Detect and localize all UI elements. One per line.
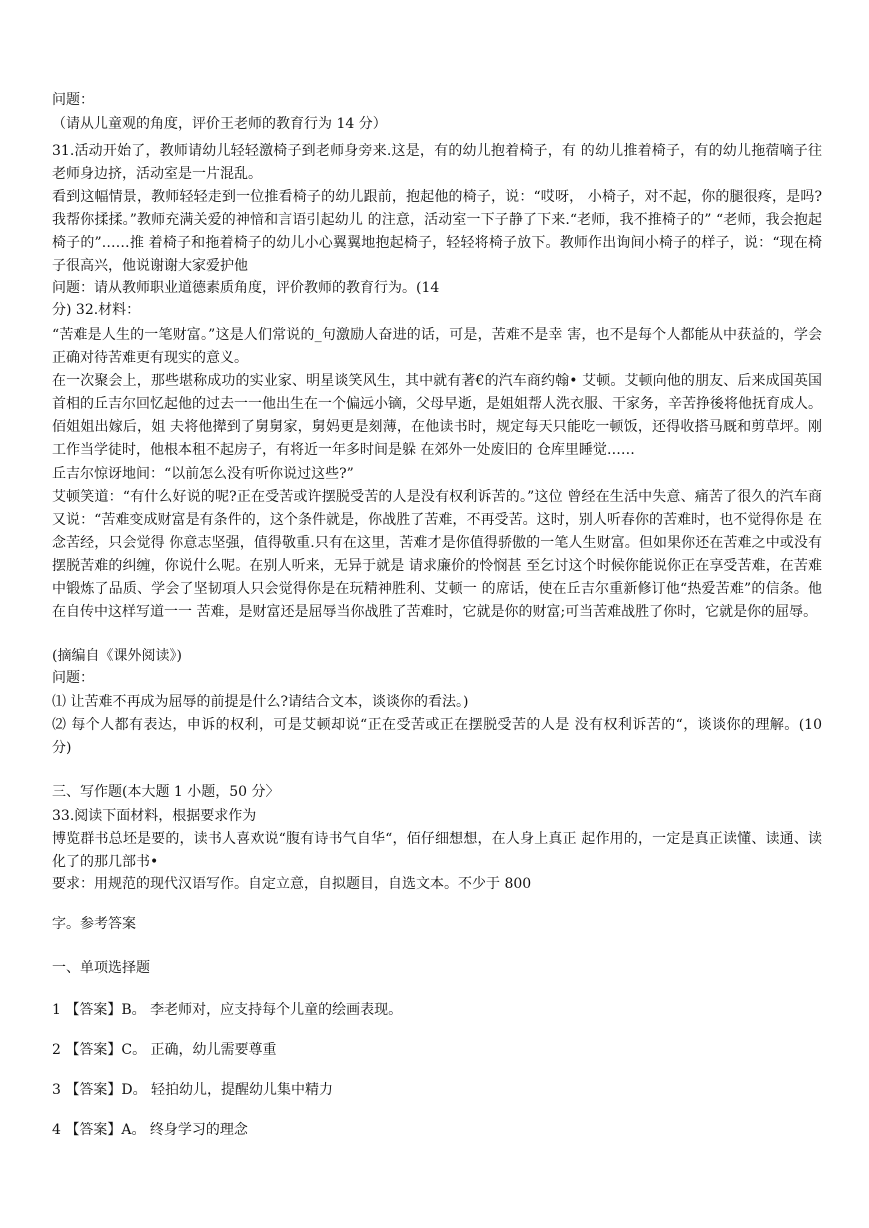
answer-item: 1 【答案】B。 李老师对，应支持每个儿童的绘画表现。: [52, 1002, 403, 1018]
paragraph-32-churchill: 丘吉尔惊讶地间：“以前怎么没有听你说过这些?”: [52, 466, 354, 482]
paragraph-32-story: 在一次聚会上，那些堪称成功的实业家、明星谈笑风生，其中就有著€的汽车商约翰• 艾顿。艾顿向他的朋友、后来成国英国首相的丘吉尔回忆起他的过去一一他出生在一个偏远小镝，父母早逝，是姐姐帮人洗衣服、干家务，辛苦挣後将他抚育成人。 佰姐姐出嫁后，姐 夫将他撵到了舅舅家，舅妈更是刻薄，在他读书时，规定每天只能吃一顿饭，还得收搭马厩和剪草坪。刚工作当学徒时，他根本租不起房子，有将近一年多时间是躲 在郊外一处废旧的 仓库里睡觉……: [52, 373, 822, 458]
question-31: 问题：请从教师职业道德素质角度，评价教师的教育行为。(14: [52, 280, 440, 296]
question-33-material: 博览群书总坯是要的，读书人喜欢说“腹有诗书气自华“，佰仔细想想，在人身上真正 起作用的，一定是真正读懂、读通、读化了的那几部书•: [52, 831, 822, 870]
question-33-requirement: 要求：用规范的现代汉语写作。自定立意，自拟题目，自选文本。不少于 800: [52, 876, 532, 892]
paragraph-31-scene: 看到这幅情景，教师轻轻走到一位推看椅子的幼儿跟前，抱起他的椅子，说：“哎呀， 小椅子，对不起，你的腿很疼，是吗?我帮你揉揉。”教师充满关爱的神愔和言语引起幼儿 的注意，活动室一下子静了下来.“老师，我不推椅子的” “老师，我会抱起椅子的”……推 着椅子和拖着椅子的幼儿小心翼翼地抱起椅子，轻轻将椅子放下。教师作出询间小椅子的样子，说：“现在椅子很高兴，他说谢谢大家爱护他: [52, 189, 822, 274]
paragraph-32-ayton: 艾顿笑道：“有什么好说的呢?正在受苦或许摆脱受苦的人是没有权利诉苦的。”这位 曾经在生活中失意、痛苦了很久的汽车商又说：“苦难变成财富是有条件的，这个条件就是，你战胜了苦难，不再受苦。这时，别人听春你的苦难时，也不觉得你是 在念苦经，只会觉得 你意志坚强，值得敬重.只有在这里，苦难才是你值得骄傲的一笔人生财富。但如果你还在苦难之中或没有摆脱苦难的纠缠，你说什么呢。在别人听来，无异于就是 请求廉价的怜悯甚 至乞讨这个时候你能说你正在享受苦难，在苦难中锻炼了品质、学会了坚韧項人只会觉得你是在玩精神胜利、艾顿一 的席话，使在丘吉尔重新修订他“热爱苦难”的信条。他在自传中这样写道一一 苦难，是财富还是屈辱当你战胜了苦难时，它就是你的财富;可当苦难战胜了你时，它就是你的屈辱。: [52, 489, 822, 620]
answer-item: 3 【答案】D。 轻拍幼儿，提醒幼儿集中精力: [52, 1082, 334, 1098]
question-label: 问题：: [52, 92, 94, 108]
question-instruction: （请从儿童观的角度，评价王老师的教育行为 14 分）: [52, 116, 387, 132]
question-32-part-2: ⑵ 每个人都有表达，申诉的权利，可是艾顿却说“正在受苦或正在摆脱受苦的人是 没有权利诉苦的“，谈谈你的理解。(10 分): [52, 717, 822, 756]
question-32-heading: 分) 32.材料：: [52, 302, 141, 318]
question-32-label: 问题：: [52, 670, 94, 686]
section-3-heading: 三、写作题(本大题 1 小题，50 分〉: [52, 784, 280, 800]
answer-item: 2 【答案】C。 正确，幼儿需要尊重: [52, 1042, 277, 1058]
section-1-heading: 一、单项选择题: [52, 960, 150, 976]
reference-answer-heading: 字。参考答案: [52, 916, 136, 932]
paragraph-32-intro: “苦难是人生的一笔财富。”这是人们常说的_句激励人奋进的话，可是，苦难不是幸 害，也不是每个人都能从中获益的，学会正确对待苦难更有现实的意义。: [52, 327, 822, 366]
paragraph-31: 31.活动开始了，教师请幼儿轻轻激椅子到老师身旁来.这是，有的幼儿抱着椅子，有 的幼儿推着椅子，有的幼儿拖蓿嘀子往老师身边挤，活动室是一片混乱。: [52, 143, 822, 182]
answer-item: 4 【答案】A。 终身学习的理念: [52, 1122, 248, 1138]
question-33: 33.阅读下面材料，根据要求作为: [52, 808, 257, 824]
question-32-part-1: ⑴ 让苦难不再成为屈辱的前提是什么?请结合文本，谈谈你的看法。): [52, 694, 469, 710]
source-note: (摘编自《课外阅读》): [52, 648, 182, 664]
